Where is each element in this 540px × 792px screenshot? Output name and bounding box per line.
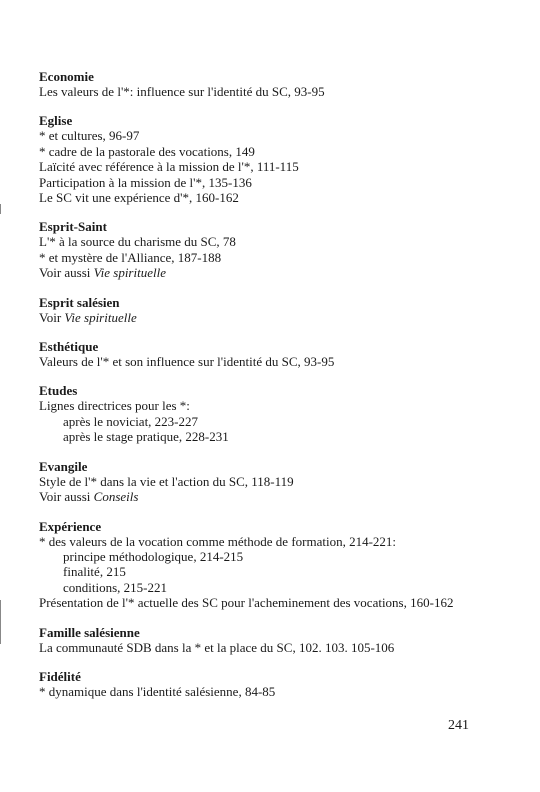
entry-line <box>39 144 509 159</box>
entry-heading: Famille salésienne <box>39 624 140 640</box>
cross-reference: Vie spirituelle <box>93 265 166 281</box>
entry-line-text: * et mystère de l'Alliance, 187-188 <box>39 249 222 265</box>
entry-line <box>39 414 509 429</box>
entry-line-text: Les valeurs de l'*: influence sur l'identité du SC, 93-95 <box>39 84 325 99</box>
entry-line-text: conditions, 215-221 <box>63 579 167 595</box>
index-entry <box>39 383 509 444</box>
entry-line <box>39 489 509 504</box>
entry-line <box>39 354 509 369</box>
entry-line <box>39 128 509 143</box>
index-entry <box>39 219 509 280</box>
entry-line-text: Voir aussi <box>39 489 94 505</box>
index-entry <box>39 339 509 369</box>
entry-line-text: Laïcité avec référence à la mission de l'*, 111-115 <box>39 159 299 175</box>
entry-line-text: La communauté SDB dans la * et la place du SC, 102. 103. 105-106 <box>39 639 395 655</box>
scan-edge-mark <box>0 600 1 644</box>
entry-line-text: * des valeurs de la vocation comme méthode de formation, 214-221: <box>39 533 397 549</box>
index-entry <box>39 295 509 325</box>
entry-heading: Esprit salésien <box>39 294 120 310</box>
entry-line <box>39 474 509 489</box>
index-entry <box>39 459 509 505</box>
entry-line <box>39 250 509 265</box>
cross-reference: Vie spirituelle <box>64 309 137 325</box>
entry-line <box>39 534 509 549</box>
entry-line-text: * dynamique dans l'identité salésienne, 84-85 <box>39 683 276 699</box>
entry-line <box>39 265 509 280</box>
cross-reference: Conseils <box>93 489 139 505</box>
entry-line-text: Style de l'* dans la vie et l'action du SC, 118-119 <box>39 473 294 489</box>
entry-line-text: après le stage pratique, 228-231 <box>63 429 229 445</box>
entry-line-text: Valeurs de l'* et son influence sur l'identité du SC, 93-95 <box>39 354 335 370</box>
entry-line-text: * et cultures, 96-97 <box>39 128 140 144</box>
entry-line-text: Voir <box>39 309 65 325</box>
entry-line-text: * cadre de la pastorale des vocations, 149 <box>39 143 255 159</box>
entry-line-text: Voir aussi <box>39 265 94 281</box>
entry-line <box>39 595 509 610</box>
entry-line <box>39 429 509 444</box>
entry-line <box>39 159 509 174</box>
entry-heading: Esthétique <box>39 339 99 355</box>
entry-line-text: Participation à la mission de l'*, 135-136 <box>39 174 252 190</box>
entry-line <box>39 234 509 249</box>
scan-edge-mark <box>0 204 1 214</box>
entry-line <box>39 684 509 699</box>
entry-heading: Expérience <box>39 518 102 534</box>
entry-line <box>39 398 509 413</box>
entry-heading: Evangile <box>39 458 88 474</box>
index-page <box>39 55 509 699</box>
entry-heading: Eglise <box>39 113 73 129</box>
entry-line-text: Présentation de l'* actuelle des SC pour l'acheminement des vocations, 160-162 <box>39 595 454 611</box>
entry-line-text: Lignes directrices pour les *: <box>39 398 190 414</box>
entry-line-text: L'* à la source du charisme du SC, 78 <box>39 234 236 250</box>
entry-line <box>39 84 509 99</box>
page-number: 241 <box>448 718 469 733</box>
entry-line <box>39 549 509 564</box>
entry-line <box>39 580 509 595</box>
entry-heading: Economie <box>39 69 94 84</box>
entry-line <box>39 640 509 655</box>
entry-line-text: après le noviciat, 223-227 <box>63 413 199 429</box>
entry-line-text: finalité, 215 <box>63 564 126 580</box>
entry-line <box>39 564 509 579</box>
index-entry <box>39 69 509 99</box>
index-entry <box>39 625 509 655</box>
entry-line <box>39 175 509 190</box>
entry-heading: Fidélité <box>39 668 81 684</box>
entry-line-text: principe méthodologique, 214-215 <box>63 548 244 564</box>
index-entry <box>39 669 509 699</box>
entry-line <box>39 190 509 205</box>
entry-line <box>39 310 509 325</box>
index-entry <box>39 519 509 611</box>
entry-heading: Esprit-Saint <box>39 219 107 235</box>
index-entry <box>39 113 509 205</box>
entry-heading: Etudes <box>39 383 78 399</box>
entry-line-text: Le SC vit une expérience d'*, 160-162 <box>39 190 239 206</box>
